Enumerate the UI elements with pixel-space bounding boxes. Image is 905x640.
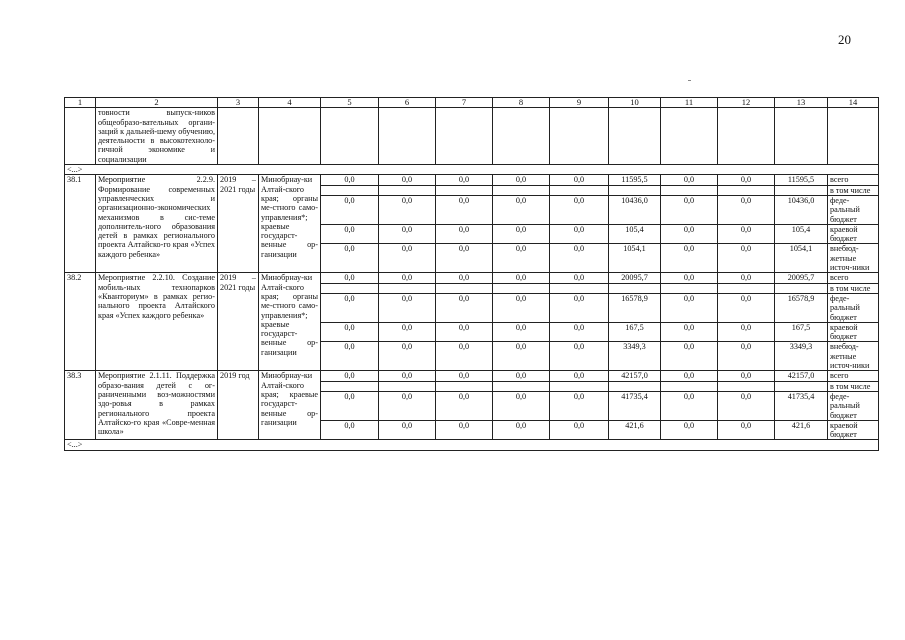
amount-cell: 0,0 [321, 322, 379, 342]
amount-cell: 0,0 [436, 273, 493, 283]
funding-source: всего [828, 371, 879, 381]
amount-cell: 0,0 [661, 244, 718, 273]
amount-cell: 0,0 [436, 224, 493, 244]
amount-cell: 0,0 [550, 371, 609, 381]
amount-cell: 0,0 [436, 391, 493, 420]
separator-mark: <...> [65, 165, 879, 175]
amount-cell: 0,0 [436, 322, 493, 342]
amount-cell [550, 283, 609, 293]
amount-cell: 105,4 [775, 224, 828, 244]
amount-cell [379, 381, 436, 391]
amount-cell: 0,0 [493, 342, 550, 371]
amount-cell: 105,4 [609, 224, 661, 244]
amount-cell: 0,0 [718, 322, 775, 342]
amount-cell: 20095,7 [775, 273, 828, 283]
amount-cell [493, 381, 550, 391]
amount-cell [609, 185, 661, 195]
amount-cell: 0,0 [379, 420, 436, 440]
amount-cell [436, 185, 493, 195]
column-number: 7 [436, 98, 493, 108]
measure-period: 2019 год [218, 371, 259, 440]
empty-cell [661, 108, 718, 165]
empty-cell [718, 108, 775, 165]
amount-cell: 0,0 [493, 371, 550, 381]
measure-name: Мероприятие 2.1.11. Поддержка образо-вания детей с ог-раниченными воз-можностями здо-ровья в рамках регионального проекта Алтайско-го края «Совре-менная школа» [96, 371, 218, 440]
amount-cell: 0,0 [493, 322, 550, 342]
header-row [65, 98, 879, 108]
amount-cell: 0,0 [379, 371, 436, 381]
amount-cell [550, 381, 609, 391]
amount-cell: 0,0 [493, 293, 550, 322]
amount-cell [775, 381, 828, 391]
funding-source: в том числе [828, 185, 879, 195]
amount-cell: 0,0 [436, 244, 493, 273]
table-row [65, 273, 879, 283]
column-number: 8 [493, 98, 550, 108]
amount-cell [493, 185, 550, 195]
amount-cell: 0,0 [661, 175, 718, 185]
funding-source: всего [828, 175, 879, 185]
amount-cell: 0,0 [718, 293, 775, 322]
amount-cell: 42157,0 [609, 371, 661, 381]
amount-cell: 0,0 [661, 322, 718, 342]
separator-row [65, 440, 879, 450]
amount-cell [436, 381, 493, 391]
column-number: 1 [65, 98, 96, 108]
measure-period: 2019 – 2021 годы [218, 175, 259, 273]
empty-cell [436, 108, 493, 165]
funding-source: внебюд-жетные источ-ники [828, 342, 879, 371]
page-number: 20 [838, 32, 851, 47]
amount-cell: 0,0 [379, 391, 436, 420]
column-number: 3 [218, 98, 259, 108]
amount-cell: 0,0 [321, 371, 379, 381]
amount-cell: 0,0 [550, 322, 609, 342]
amount-cell: 0,0 [718, 420, 775, 440]
column-number: 2 [96, 98, 218, 108]
measure-number: 38.2 [65, 273, 96, 371]
amount-cell: 0,0 [550, 342, 609, 371]
amount-cell: 11595,5 [609, 175, 661, 185]
amount-cell: 167,5 [609, 322, 661, 342]
amount-cell: 0,0 [718, 195, 775, 224]
amount-cell: 0,0 [493, 391, 550, 420]
continuation-row [65, 108, 879, 165]
amount-cell: 0,0 [718, 342, 775, 371]
amount-cell [661, 185, 718, 195]
amount-cell: 0,0 [661, 342, 718, 371]
continuation-text: товности выпуск-ников общеобразо-вательных органи-заций к дальней-шему обучению, деятельности в высокотехноло-гичной экономике и социализации [96, 108, 218, 165]
amount-cell: 0,0 [550, 224, 609, 244]
table-row [65, 175, 879, 185]
amount-cell [493, 283, 550, 293]
amount-cell: 42157,0 [775, 371, 828, 381]
funding-source: в том числе [828, 283, 879, 293]
amount-cell: 1054,1 [775, 244, 828, 273]
amount-cell: 0,0 [493, 244, 550, 273]
funding-source: всего [828, 273, 879, 283]
amount-cell: 0,0 [550, 244, 609, 273]
column-number: 6 [379, 98, 436, 108]
empty-cell [775, 108, 828, 165]
amount-cell: 0,0 [493, 195, 550, 224]
amount-cell: 0,0 [379, 322, 436, 342]
amount-cell: 0,0 [321, 420, 379, 440]
amount-cell: 16578,9 [775, 293, 828, 322]
amount-cell: 0,0 [379, 175, 436, 185]
amount-cell [718, 283, 775, 293]
amount-cell [775, 185, 828, 195]
amount-cell: 0,0 [379, 224, 436, 244]
amount-cell: 0,0 [379, 342, 436, 371]
amount-cell: 41735,4 [775, 391, 828, 420]
measure-executor: Минобрнау-ки Алтай-ского края; краевые государст-венные ор-ганизации [259, 371, 321, 440]
amount-cell: 0,0 [436, 175, 493, 185]
amount-cell: 0,0 [550, 391, 609, 420]
separator-row [65, 165, 879, 175]
empty-cell [379, 108, 436, 165]
amount-cell: 0,0 [436, 420, 493, 440]
funding-source: феде-ральный бюджет [828, 391, 879, 420]
empty-cell [259, 108, 321, 165]
amount-cell: 0,0 [550, 420, 609, 440]
column-number: 13 [775, 98, 828, 108]
amount-cell: 0,0 [718, 371, 775, 381]
empty-cell [218, 108, 259, 165]
amount-cell: 0,0 [379, 195, 436, 224]
amount-cell [550, 185, 609, 195]
measure-executor: Минобрнау-ки Алтай-ского края; органы ме-стного само-управления*; краевые государст-венные ор-ганизации [259, 175, 321, 273]
separator-mark: <...> [65, 440, 879, 450]
amount-cell: 0,0 [493, 224, 550, 244]
amount-cell: 11595,5 [775, 175, 828, 185]
amount-cell [775, 283, 828, 293]
amount-cell: 0,0 [379, 273, 436, 283]
amount-cell: 0,0 [321, 342, 379, 371]
program-measures-table [64, 97, 879, 451]
amount-cell [436, 283, 493, 293]
amount-cell: 0,0 [436, 293, 493, 322]
amount-cell: 10436,0 [609, 195, 661, 224]
empty-cell [828, 108, 879, 165]
amount-cell: 0,0 [436, 342, 493, 371]
column-number: 4 [259, 98, 321, 108]
amount-cell [661, 381, 718, 391]
amount-cell: 0,0 [661, 371, 718, 381]
column-number: 12 [718, 98, 775, 108]
column-number: 9 [550, 98, 609, 108]
amount-cell: 0,0 [718, 391, 775, 420]
measure-name: Мероприятие 2.2.9. Формирование современных управленческих и организационно-экономических механизмов в сис-теме дополнитель-ного образования детей в рамках регионального проекта Алтайско-го края «Успех каждого ребенка» [96, 175, 218, 273]
amount-cell: 0,0 [550, 273, 609, 283]
amount-cell: 0,0 [493, 175, 550, 185]
amount-cell: 167,5 [775, 322, 828, 342]
amount-cell: 0,0 [661, 195, 718, 224]
amount-cell [661, 283, 718, 293]
amount-cell: 0,0 [550, 175, 609, 185]
amount-cell: 10436,0 [775, 195, 828, 224]
empty-cell [550, 108, 609, 165]
amount-cell: 1054,1 [609, 244, 661, 273]
amount-cell: 0,0 [661, 420, 718, 440]
amount-cell: 0,0 [718, 273, 775, 283]
amount-cell: 0,0 [661, 293, 718, 322]
amount-cell: 3349,3 [775, 342, 828, 371]
amount-cell [379, 185, 436, 195]
scan-artifact [688, 80, 691, 81]
amount-cell: 421,6 [775, 420, 828, 440]
amount-cell [609, 283, 661, 293]
amount-cell: 0,0 [661, 224, 718, 244]
table-row [65, 371, 879, 381]
amount-cell [321, 185, 379, 195]
column-number: 14 [828, 98, 879, 108]
amount-cell: 0,0 [321, 244, 379, 273]
funding-source: феде-ральный бюджет [828, 195, 879, 224]
amount-cell: 0,0 [321, 293, 379, 322]
empty-cell [493, 108, 550, 165]
amount-cell: 0,0 [321, 175, 379, 185]
amount-cell: 0,0 [321, 224, 379, 244]
empty-cell [65, 108, 96, 165]
measure-period: 2019 – 2021 годы [218, 273, 259, 371]
amount-cell: 0,0 [379, 293, 436, 322]
funding-source: феде-ральный бюджет [828, 293, 879, 322]
funding-source: в том числе [828, 381, 879, 391]
amount-cell: 0,0 [493, 420, 550, 440]
column-number: 11 [661, 98, 718, 108]
amount-cell [718, 185, 775, 195]
funding-source: краевой бюджет [828, 322, 879, 342]
amount-cell: 0,0 [550, 293, 609, 322]
amount-cell: 421,6 [609, 420, 661, 440]
empty-cell [321, 108, 379, 165]
amount-cell: 0,0 [661, 391, 718, 420]
amount-cell: 0,0 [321, 273, 379, 283]
amount-cell: 16578,9 [609, 293, 661, 322]
amount-cell: 0,0 [493, 273, 550, 283]
amount-cell: 0,0 [718, 244, 775, 273]
funding-source: краевой бюджет [828, 420, 879, 440]
amount-cell: 0,0 [550, 195, 609, 224]
amount-cell: 0,0 [718, 224, 775, 244]
measure-executor: Минобрнау-ки Алтай-ского края; органы ме-стного само-управления*; краевые государст-венные ор-ганизации [259, 273, 321, 371]
amount-cell: 20095,7 [609, 273, 661, 283]
column-number: 5 [321, 98, 379, 108]
amount-cell [321, 381, 379, 391]
column-number: 10 [609, 98, 661, 108]
amount-cell: 0,0 [661, 273, 718, 283]
funding-source: внебюд-жетные источ-ники [828, 244, 879, 273]
amount-cell [321, 283, 379, 293]
empty-cell [609, 108, 661, 165]
funding-source: краевой бюджет [828, 224, 879, 244]
amount-cell: 41735,4 [609, 391, 661, 420]
amount-cell [379, 283, 436, 293]
amount-cell: 0,0 [436, 195, 493, 224]
amount-cell: 0,0 [321, 391, 379, 420]
measure-number: 38.1 [65, 175, 96, 273]
amount-cell [609, 381, 661, 391]
amount-cell: 0,0 [718, 175, 775, 185]
amount-cell: 0,0 [379, 244, 436, 273]
amount-cell [718, 381, 775, 391]
measure-number: 38.3 [65, 371, 96, 440]
measure-name: Мероприятие 2.2.10. Создание мобиль-ных технопарков «Кванториум» в рамках регио-нального проекта Алтайского края «Успех каждого ребенка» [96, 273, 218, 371]
amount-cell: 0,0 [436, 371, 493, 381]
amount-cell: 3349,3 [609, 342, 661, 371]
amount-cell: 0,0 [321, 195, 379, 224]
